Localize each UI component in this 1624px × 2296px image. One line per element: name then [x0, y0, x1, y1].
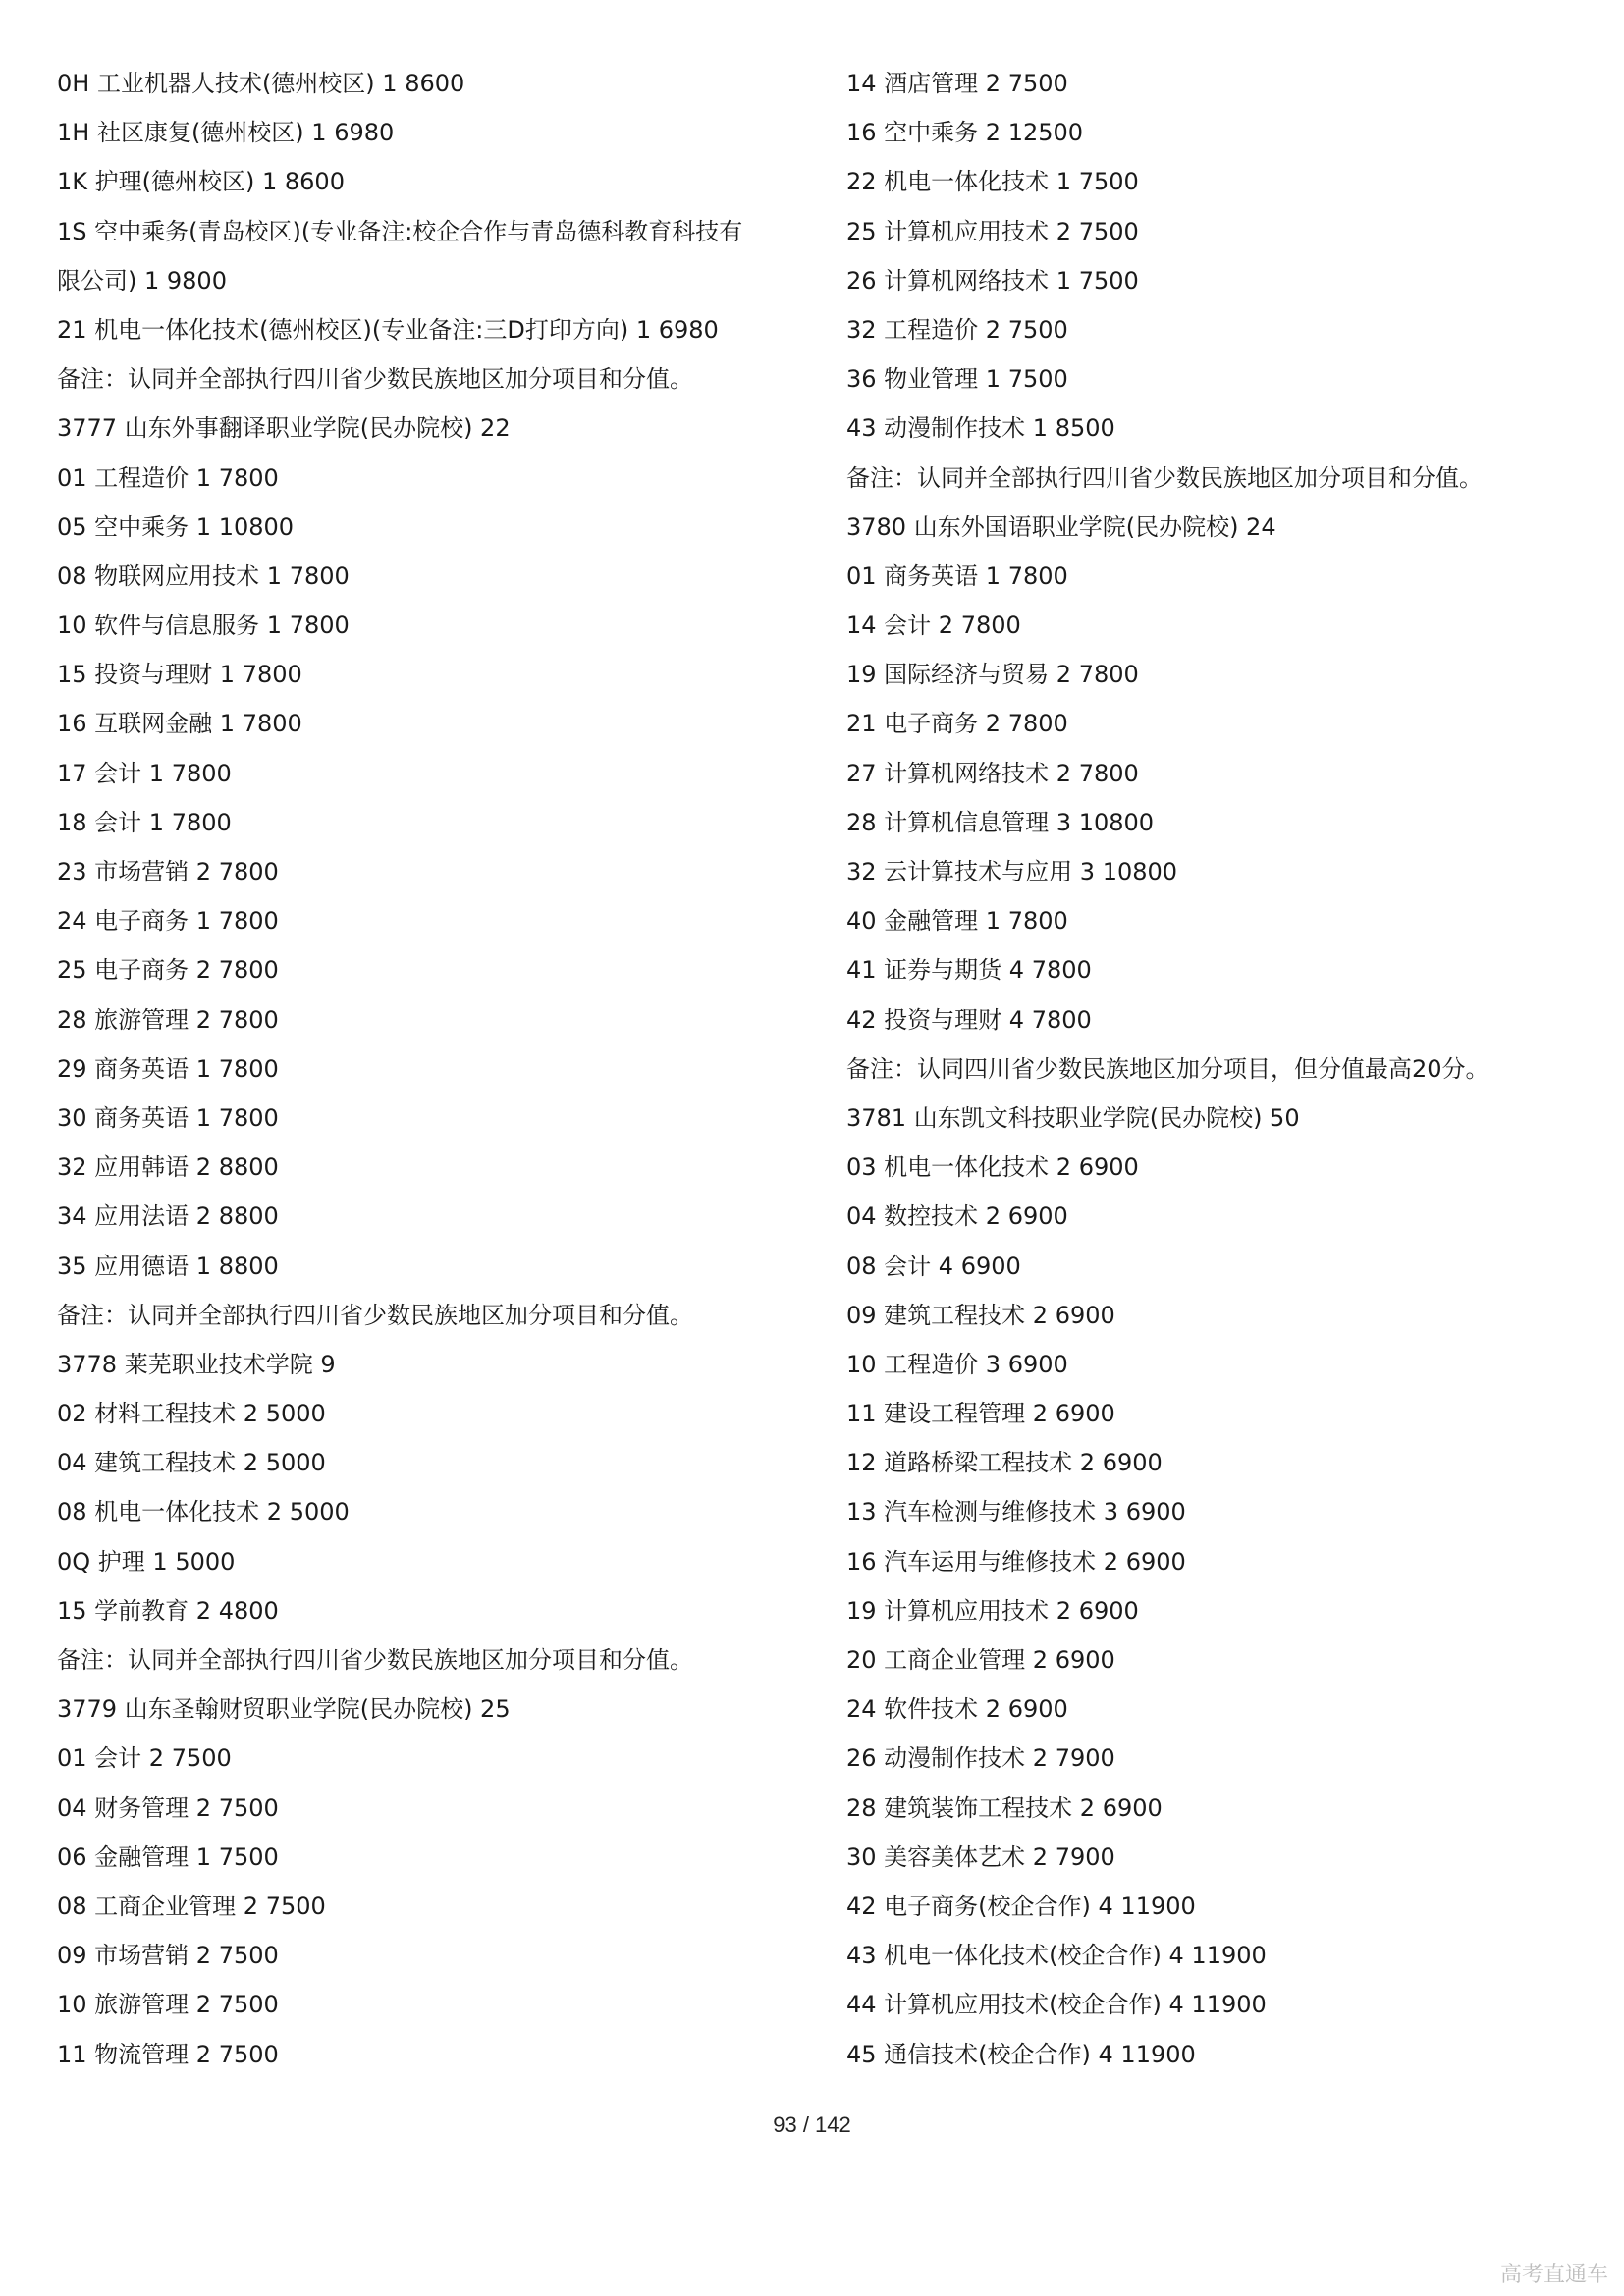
watermark: 高考直通车 [1499, 2263, 1608, 2287]
text-line: 01 工程造价 1 7800 [57, 463, 279, 492]
text-line: 36 物业管理 1 7500 [846, 365, 1068, 394]
text-line: 12 道路桥梁工程技术 2 6900 [846, 1449, 1163, 1477]
note-line: 备注：认同并全部执行四川省少数民族地区加分项目和分值。 [57, 1646, 693, 1674]
text-line: 28 旅游管理 2 7800 [57, 1005, 279, 1034]
text-line: 04 数控技术 2 6900 [846, 1202, 1068, 1231]
text-line: 03 机电一体化技术 2 6900 [846, 1153, 1139, 1182]
text-line: 30 商务英语 1 7800 [57, 1103, 279, 1132]
text-line: 40 金融管理 1 7800 [846, 907, 1068, 935]
text-line: 26 动漫制作技术 2 7900 [846, 1744, 1115, 1773]
text-line: 09 市场营销 2 7500 [57, 1942, 279, 1970]
right-column [846, 59, 1593, 2079]
text-line: 25 电子商务 2 7800 [57, 956, 279, 985]
school-heading: 3780 山东外国语职业学院(民办院校) 24 [846, 512, 1276, 541]
text-line: 16 互联网金融 1 7800 [57, 710, 302, 738]
text-line: 1S 空中乘务(青岛校区)(专业备注:校企合作与青岛德科教育科技有 [57, 217, 743, 245]
text-line: 19 国际经济与贸易 2 7800 [846, 661, 1139, 689]
text-line: 13 汽车检测与维修技术 3 6900 [846, 1498, 1186, 1526]
text-line: 限公司) 1 9800 [57, 266, 227, 294]
text-line: 14 酒店管理 2 7500 [846, 70, 1068, 97]
text-line: 1K 护理(德州校区) 1 8600 [57, 168, 345, 196]
text-line: 18 会计 1 7800 [57, 808, 232, 836]
text-line: 41 证券与期货 4 7800 [846, 956, 1092, 985]
text-line: 11 物流管理 2 7500 [57, 2040, 279, 2068]
text-line: 26 计算机网络技术 1 7500 [846, 266, 1139, 294]
text-line: 02 材料工程技术 2 5000 [57, 1400, 326, 1428]
note-line: 备注：认同并全部执行四川省少数民族地区加分项目和分值。 [57, 365, 693, 394]
text-line: 11 建设工程管理 2 6900 [846, 1400, 1115, 1428]
school-heading: 3777 山东外事翻译职业学院(民办院校) 22 [57, 414, 511, 443]
text-line: 27 计算机网络技术 2 7800 [846, 759, 1139, 787]
text-line: 34 应用法语 2 8800 [57, 1202, 279, 1231]
school-heading: 3778 莱芜职业技术学院 9 [57, 1350, 336, 1378]
text-line: 08 会计 4 6900 [846, 1252, 1021, 1280]
text-line: 32 应用韩语 2 8800 [57, 1153, 279, 1182]
text-line: 16 空中乘务 2 12500 [846, 119, 1084, 147]
text-line: 21 机电一体化技术(德州校区)(专业备注:三D打印方向) 1 6980 [57, 315, 719, 344]
text-line: 43 动漫制作技术 1 8500 [846, 414, 1115, 443]
text-line: 08 物联网应用技术 1 7800 [57, 561, 350, 590]
text-line: 42 投资与理财 4 7800 [846, 1005, 1092, 1034]
text-line: 15 投资与理财 1 7800 [57, 661, 302, 689]
text-line: 23 市场营销 2 7800 [57, 858, 279, 885]
text-line: 04 建筑工程技术 2 5000 [57, 1449, 326, 1477]
text-line: 28 计算机信息管理 3 10800 [846, 808, 1155, 836]
school-heading: 3781 山东凯文科技职业学院(民办院校) 50 [846, 1103, 1300, 1132]
text-line: 29 商务英语 1 7800 [57, 1054, 279, 1083]
text-line: 42 电子商务(校企合作) 4 11900 [846, 1892, 1196, 1920]
text-line: 20 工商企业管理 2 6900 [846, 1646, 1115, 1674]
left-column [57, 59, 803, 2079]
text-line: 17 会计 1 7800 [57, 759, 232, 787]
text-line: 08 机电一体化技术 2 5000 [57, 1498, 350, 1526]
text-line: 44 计算机应用技术(校企合作) 4 11900 [846, 1991, 1267, 2019]
text-line: 08 工商企业管理 2 7500 [57, 1892, 326, 1920]
text-line: 0Q 护理 1 5000 [57, 1547, 236, 1575]
note-line: 备注：认同四川省少数民族地区加分项目，但分值最高20分。 [846, 1054, 1489, 1083]
text-line: 32 云计算技术与应用 3 10800 [846, 858, 1178, 885]
text-line: 0H 工业机器人技术(德州校区) 1 8600 [57, 70, 465, 97]
note-line: 备注：认同并全部执行四川省少数民族地区加分项目和分值。 [57, 1301, 693, 1329]
text-line: 21 电子商务 2 7800 [846, 710, 1068, 738]
text-line: 19 计算机应用技术 2 6900 [846, 1596, 1139, 1625]
text-line: 25 计算机应用技术 2 7500 [846, 217, 1139, 245]
text-line: 01 商务英语 1 7800 [846, 561, 1068, 590]
text-line: 30 美容美体艺术 2 7900 [846, 1842, 1115, 1871]
text-line: 01 会计 2 7500 [57, 1744, 232, 1773]
text-line: 10 旅游管理 2 7500 [57, 1991, 279, 2019]
text-line: 32 工程造价 2 7500 [846, 315, 1068, 344]
text-line: 10 工程造价 3 6900 [846, 1350, 1068, 1378]
text-line: 16 汽车运用与维修技术 2 6900 [846, 1547, 1186, 1575]
text-line: 22 机电一体化技术 1 7500 [846, 168, 1139, 196]
note-line: 备注：认同并全部执行四川省少数民族地区加分项目和分值。 [846, 463, 1483, 492]
text-line: 15 学前教育 2 4800 [57, 1596, 279, 1625]
school-heading: 3779 山东圣翰财贸职业学院(民办院校) 25 [57, 1695, 511, 1724]
text-line: 28 建筑装饰工程技术 2 6900 [846, 1793, 1163, 1822]
page-number: 93 / 142 [773, 2112, 851, 2137]
text-line: 24 电子商务 1 7800 [57, 907, 279, 935]
text-line: 04 财务管理 2 7500 [57, 1793, 279, 1822]
text-line: 05 空中乘务 1 10800 [57, 512, 295, 541]
text-line: 45 通信技术(校企合作) 4 11900 [846, 2040, 1196, 2068]
text-line: 43 机电一体化技术(校企合作) 4 11900 [846, 1942, 1267, 1970]
text-line: 06 金融管理 1 7500 [57, 1842, 279, 1871]
text-line: 1H 社区康复(德州校区) 1 6980 [57, 119, 395, 147]
text-line: 24 软件技术 2 6900 [846, 1695, 1068, 1724]
text-line: 14 会计 2 7800 [846, 612, 1021, 640]
text-line: 10 软件与信息服务 1 7800 [57, 612, 350, 640]
text-line: 09 建筑工程技术 2 6900 [846, 1301, 1115, 1329]
text-line: 35 应用德语 1 8800 [57, 1252, 279, 1280]
